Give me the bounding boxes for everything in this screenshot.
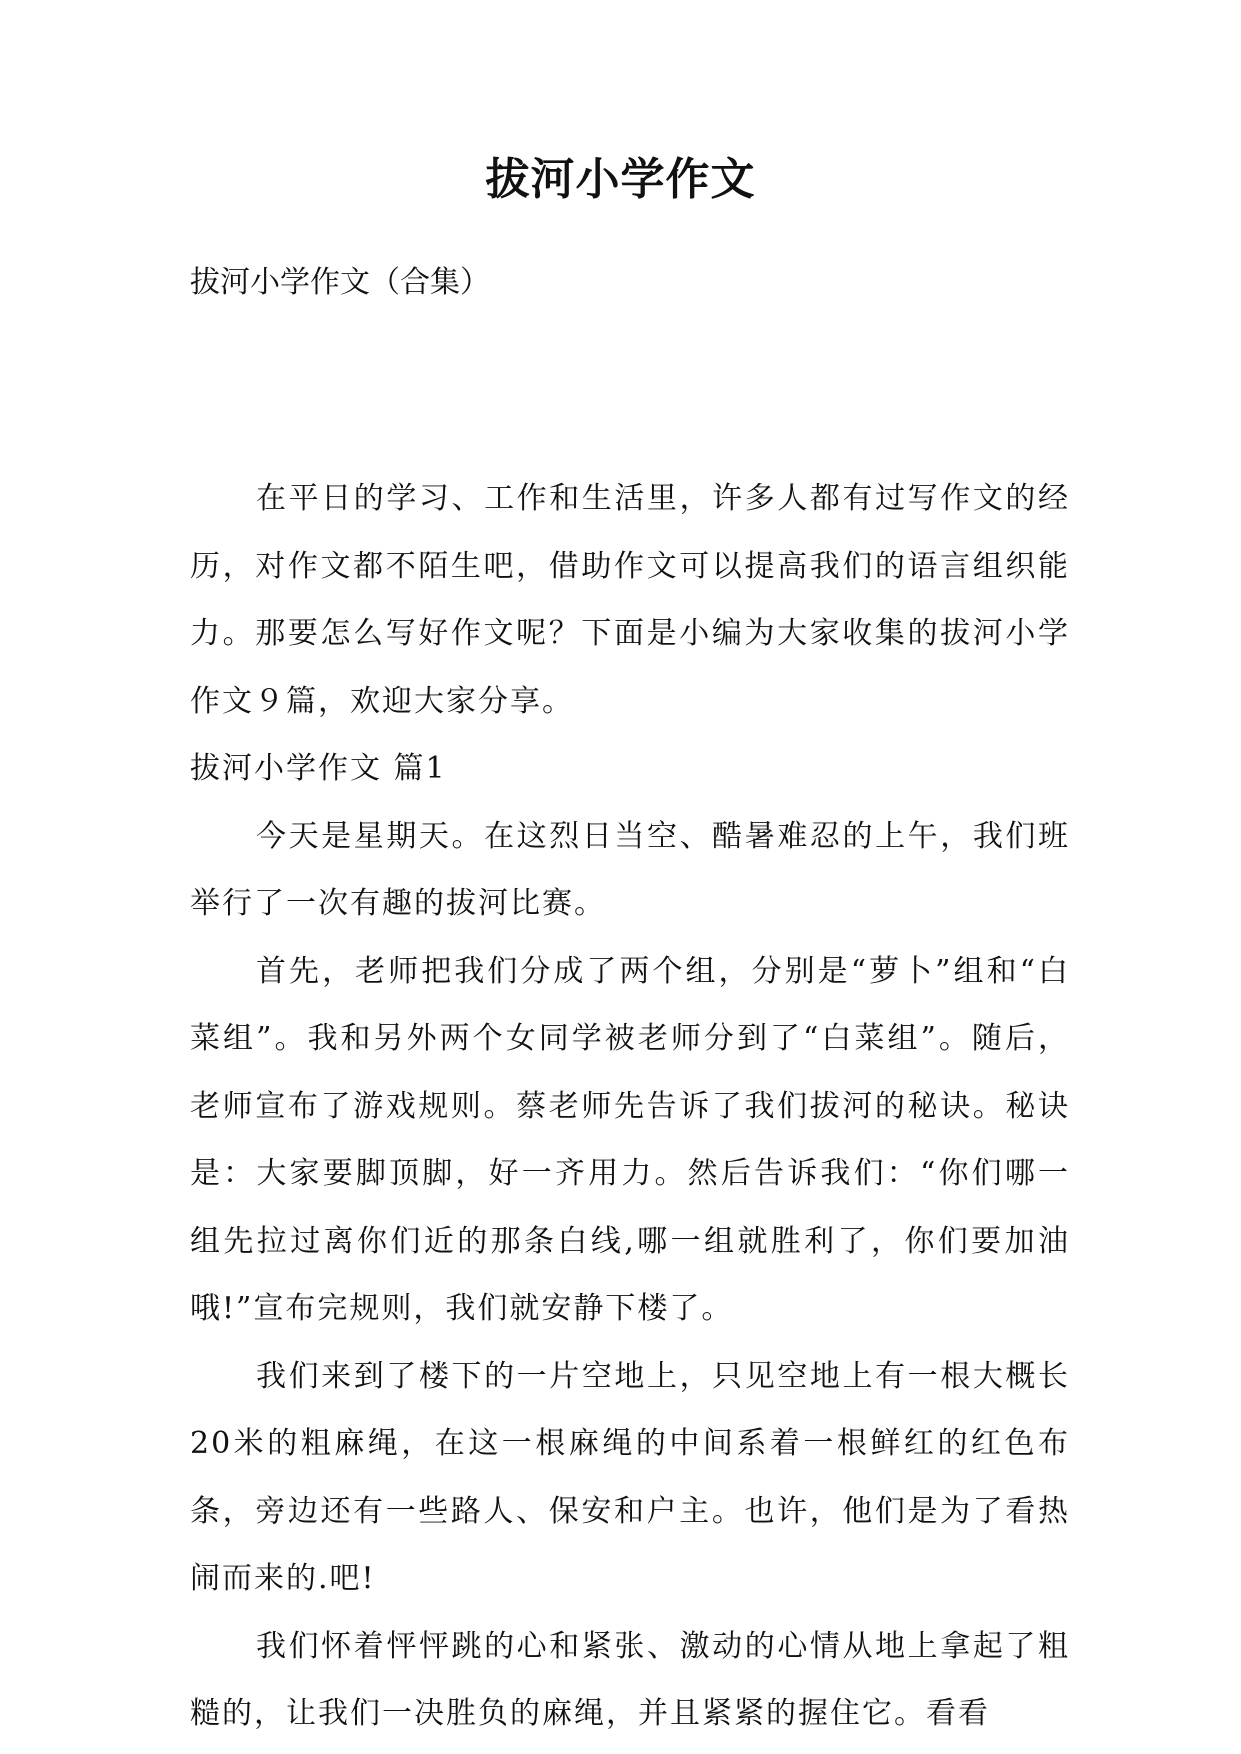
body-paragraph: 我们来到了楼下的一片空地上，只见空地上有一根大概长20米的粗麻绳，在这一根麻绳的中间系着一根鲜红的红色布条，旁边还有一些路人、保安和户主。也许，他们是为了看热闹而来的.吧! bbox=[190, 1358, 1070, 1596]
document-body bbox=[190, 465, 1070, 1748]
body-paragraph: 首先，老师把我们分成了两个组，分别是“萝卜”组和“白菜组”。我和另外两个女同学被老师分到了“白菜组”。随后，老师宣布了游戏规则。蔡老师先告诉了我们拔河的秘诀。秘诀是：大家要脚顶脚，好一齐用力。然后告诉我们：“你们哪一组先拉过离你们近的那条白线,哪一组就胜利了，你们要加油哦!”宣布完规则，我们就安静下楼了。 bbox=[190, 953, 1070, 1326]
document-title: 拔河小学作文 bbox=[485, 154, 756, 205]
document-subtitle: 拔河小学作文（合集） bbox=[190, 265, 490, 300]
intro-paragraph: 在平日的学习、工作和生活里，许多人都有过写作文的经历，对作文都不陌生吧，借助作文可以提高我们的语言组织能力。那要怎么写好作文呢？下面是小编为大家收集的拔河小学作文９篇，欢迎大家分享。 bbox=[190, 481, 1070, 719]
section-heading: 拔河小学作文 篇1 bbox=[190, 751, 447, 786]
body-paragraph: 今天是星期天。在这烈日当空、酷暑难忍的上午，我们班举行了一次有趣的拔河比赛。 bbox=[190, 818, 1070, 921]
body-paragraph: 我们怀着怦怦跳的心和紧张、激动的心情从地上拿起了粗糙的，让我们一决胜负的麻绳，并且紧紧的握住它。看看 bbox=[190, 1628, 1070, 1731]
